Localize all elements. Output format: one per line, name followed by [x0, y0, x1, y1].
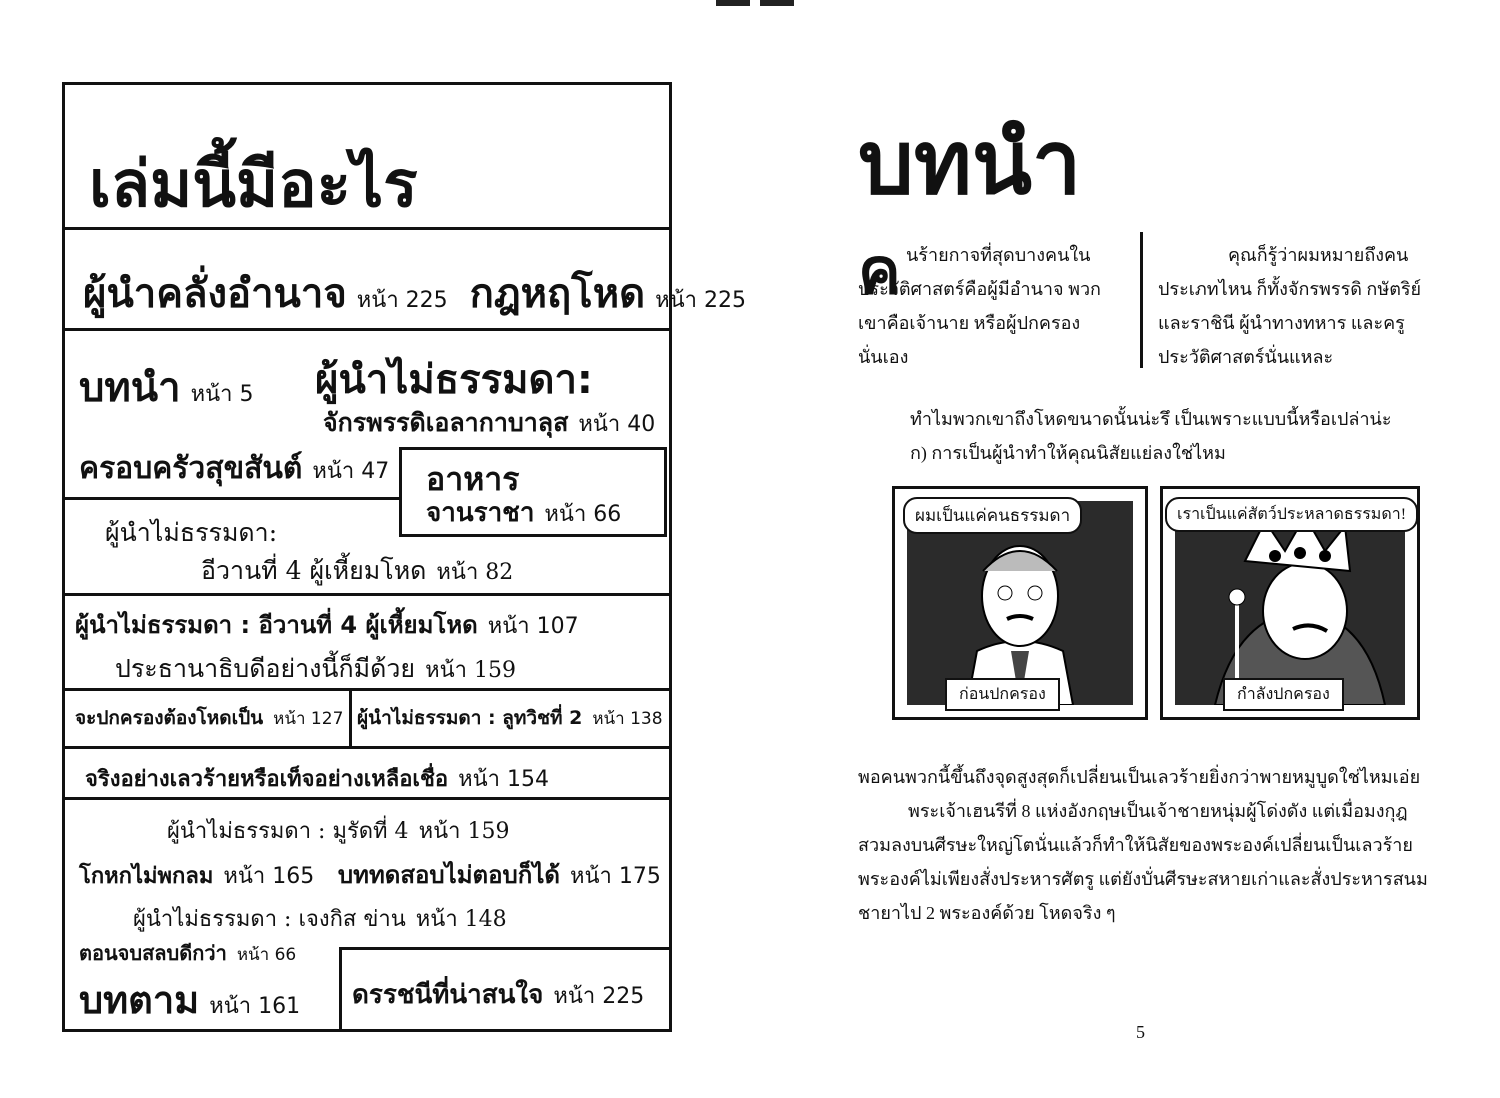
- toc-entry: อาหาร: [426, 460, 520, 498]
- paragraph: คุณก็รู้ว่าผมหมายถึงคนประเภทไหน ก็ทั้งจักรพรรดิ กษัตริย์ และราชินี ผู้นำทางทหาร และครูประวัติศาสตร์นั่นแหละ: [1158, 245, 1422, 367]
- drop-cap: ค: [858, 235, 901, 309]
- toc-page: หน้า 225: [553, 984, 645, 1009]
- divider: [65, 328, 669, 331]
- toc-page: หน้า 225: [655, 288, 746, 313]
- toc-row: [79, 855, 661, 894]
- toc-row: [79, 355, 253, 419]
- question-line: ก) การเป็นผู้นำทำให้คุณนิสัยแย่ลงใช่ไหม: [910, 443, 1226, 463]
- toc-entry[interactable]: ประธานาธิบดีอย่างนี้ก็มีด้วย: [115, 654, 416, 683]
- toc-entry[interactable]: บทนำ: [79, 365, 181, 411]
- toc-entry[interactable]: ผู้นำไม่ธรรมดา:: [315, 357, 593, 403]
- toc-row: [79, 969, 300, 1030]
- toc-page: หน้า 66: [236, 945, 297, 965]
- toc-box-index[interactable]: [339, 947, 672, 1032]
- toc-page: หน้า 161: [209, 994, 301, 1019]
- toc-row: [85, 761, 549, 796]
- page-number: 5: [1136, 1022, 1145, 1042]
- toc-entry[interactable]: ผู้นำไม่ธรรมดา : ลูทวิชที่ 2: [357, 707, 583, 729]
- toc-page: หน้า 66: [544, 502, 622, 527]
- panel-caption: ก่อนปกครอง: [945, 678, 1060, 711]
- toc-row: [426, 492, 621, 533]
- toc-entry[interactable]: ผู้นำไม่ธรรมดา:: [105, 518, 278, 547]
- toc-page: หน้า 175: [569, 864, 661, 889]
- toc-row: [167, 813, 509, 848]
- toc-row: [323, 403, 655, 443]
- top-mark: [716, 0, 750, 6]
- toc-page: หน้า 47: [312, 459, 390, 484]
- toc-row: [75, 703, 343, 733]
- paragraph: นร้ายกาจที่สุดบางคนในประวัติศาสตร์คือผู้มีอำนาจ พวกเขาคือเจ้านาย หรือผู้ปกครองนั่นเอง: [858, 245, 1101, 367]
- toc-page: หน้า 159: [425, 658, 516, 683]
- toc-page: หน้า 225: [356, 288, 448, 313]
- toc-entry: จานราชา: [426, 498, 535, 528]
- toc-entry[interactable]: บททดสอบไม่ตอบก็ได้: [337, 861, 560, 889]
- top-mark: [760, 0, 794, 6]
- toc-entry[interactable]: บทตาม: [79, 978, 200, 1022]
- comic-strip: [892, 486, 1420, 714]
- toc-entry[interactable]: โกหกไม่พกลม: [79, 864, 214, 889]
- toc-entry[interactable]: ผู้นำคลั่งอำนาจ: [83, 271, 347, 317]
- page-title: บทนำ: [858, 111, 1082, 214]
- toc-entry[interactable]: ผู้นำไม่ธรรมดา : อีวานที่ 4 ผู้เหี้ยมโหด: [75, 611, 478, 639]
- body-text: [858, 760, 1438, 930]
- toc-page: หน้า 127: [273, 709, 344, 729]
- toc-box-food[interactable]: [399, 447, 667, 537]
- speech-bubble: ผมเป็นแค่คนธรรมดา: [903, 497, 1082, 534]
- paragraph: พอคนพวกนี้ขึ้นถึงจุดสูงสุดก็เปลี่ยนเป็นเลวร้ายยิ่งกว่าพายหมูบูดใช่ไหมเอ่ย: [858, 767, 1421, 787]
- intro-column-left: [858, 235, 1113, 374]
- toc-page: หน้า 40: [578, 412, 656, 437]
- panel-caption: กำลังปกครอง: [1223, 678, 1344, 711]
- question-block: [910, 402, 1430, 470]
- toc-page: หน้า 165: [223, 864, 315, 889]
- toc-entry[interactable]: กฎหฤโหด: [469, 271, 646, 317]
- toc-page: หน้า 138: [592, 709, 663, 729]
- toc-entry[interactable]: ครอบครัวสุขสันต์: [79, 451, 303, 486]
- paragraph: พระเจ้าเฮนรีที่ 8 แห่งอังกฤษเป็นเจ้าชายหนุ่มผู้โด่งดัง แต่เมื่อมงกุฎสวมลงบนศีรษะใหญ่โตนั่นแล้วก็ทำให้นิสัยของพระองค์เปลี่ยนเป็นเลวร้าย พระองค์ไม่เพียงสั่งประหารศัตรู แต่ยังบั่นศีรษะสหายเก่าและสั่งประหารสนมชายาไป 2 พระองค์ด้วย โหดจริง ๆ: [858, 801, 1428, 923]
- toc-row: [201, 551, 513, 591]
- intro-column-right: [1158, 238, 1433, 374]
- toc-entry[interactable]: ผู้นำไม่ธรรมดา : มูรัดที่ 4: [167, 819, 409, 844]
- toc-entry[interactable]: จักรพรรดิเอลากาบาลุส: [323, 408, 569, 437]
- toc-page: หน้า 148: [415, 907, 507, 932]
- toc-title: เล่มนี้มีอะไร: [89, 148, 418, 222]
- toc-entry[interactable]: ตอนจบสลบดีกว่า: [79, 941, 227, 965]
- comic-panel-before: [892, 486, 1148, 720]
- divider: [65, 593, 669, 596]
- toc-entry: ดรรชนีที่น่าสนใจ: [352, 980, 544, 1010]
- toc-page: หน้า 107: [487, 614, 579, 639]
- toc-page: หน้า 5: [190, 382, 254, 407]
- question-line: ทำไมพวกเขาถึงโหดขนาดนั้นน่ะรึ เป็นเพราะแบบนี้หรือเปล่าน่ะ: [910, 409, 1392, 429]
- toc-row: [352, 974, 644, 1015]
- toc-row: [79, 445, 389, 492]
- toc-entry[interactable]: อีวานที่ 4 ผู้เหี้ยมโหด: [201, 556, 427, 585]
- divider: [65, 227, 669, 230]
- toc-row: [357, 703, 663, 733]
- toc-row: [83, 261, 746, 325]
- toc-entry[interactable]: ผู้นำไม่ธรรมดา : เจงกิส ข่าน: [133, 907, 406, 932]
- toc-page: หน้า 154: [458, 767, 549, 792]
- toc-row: [75, 605, 579, 644]
- toc-entry[interactable]: จะปกครองต้องโหดเป็น: [75, 707, 264, 729]
- divider: [65, 797, 669, 800]
- toc-row: [133, 901, 507, 936]
- divider: [65, 746, 669, 749]
- comic-panel-after: [1160, 486, 1420, 720]
- toc-page: หน้า 82: [436, 560, 514, 585]
- divider: [65, 688, 669, 691]
- toc-panel: [62, 82, 746, 1032]
- divider: [349, 688, 352, 746]
- toc-entry[interactable]: จริงอย่างเลวร้ายหรือเท็จอย่างเหลือเชื่อ: [85, 767, 449, 792]
- toc-row: [115, 649, 516, 689]
- column-divider: [1140, 232, 1143, 368]
- speech-bubble: เราเป็นแค่สัตว์ประหลาดธรรมดา!: [1165, 497, 1418, 532]
- toc-row: [79, 937, 296, 969]
- toc-page: หน้า 159: [418, 819, 510, 844]
- divider: [65, 497, 399, 500]
